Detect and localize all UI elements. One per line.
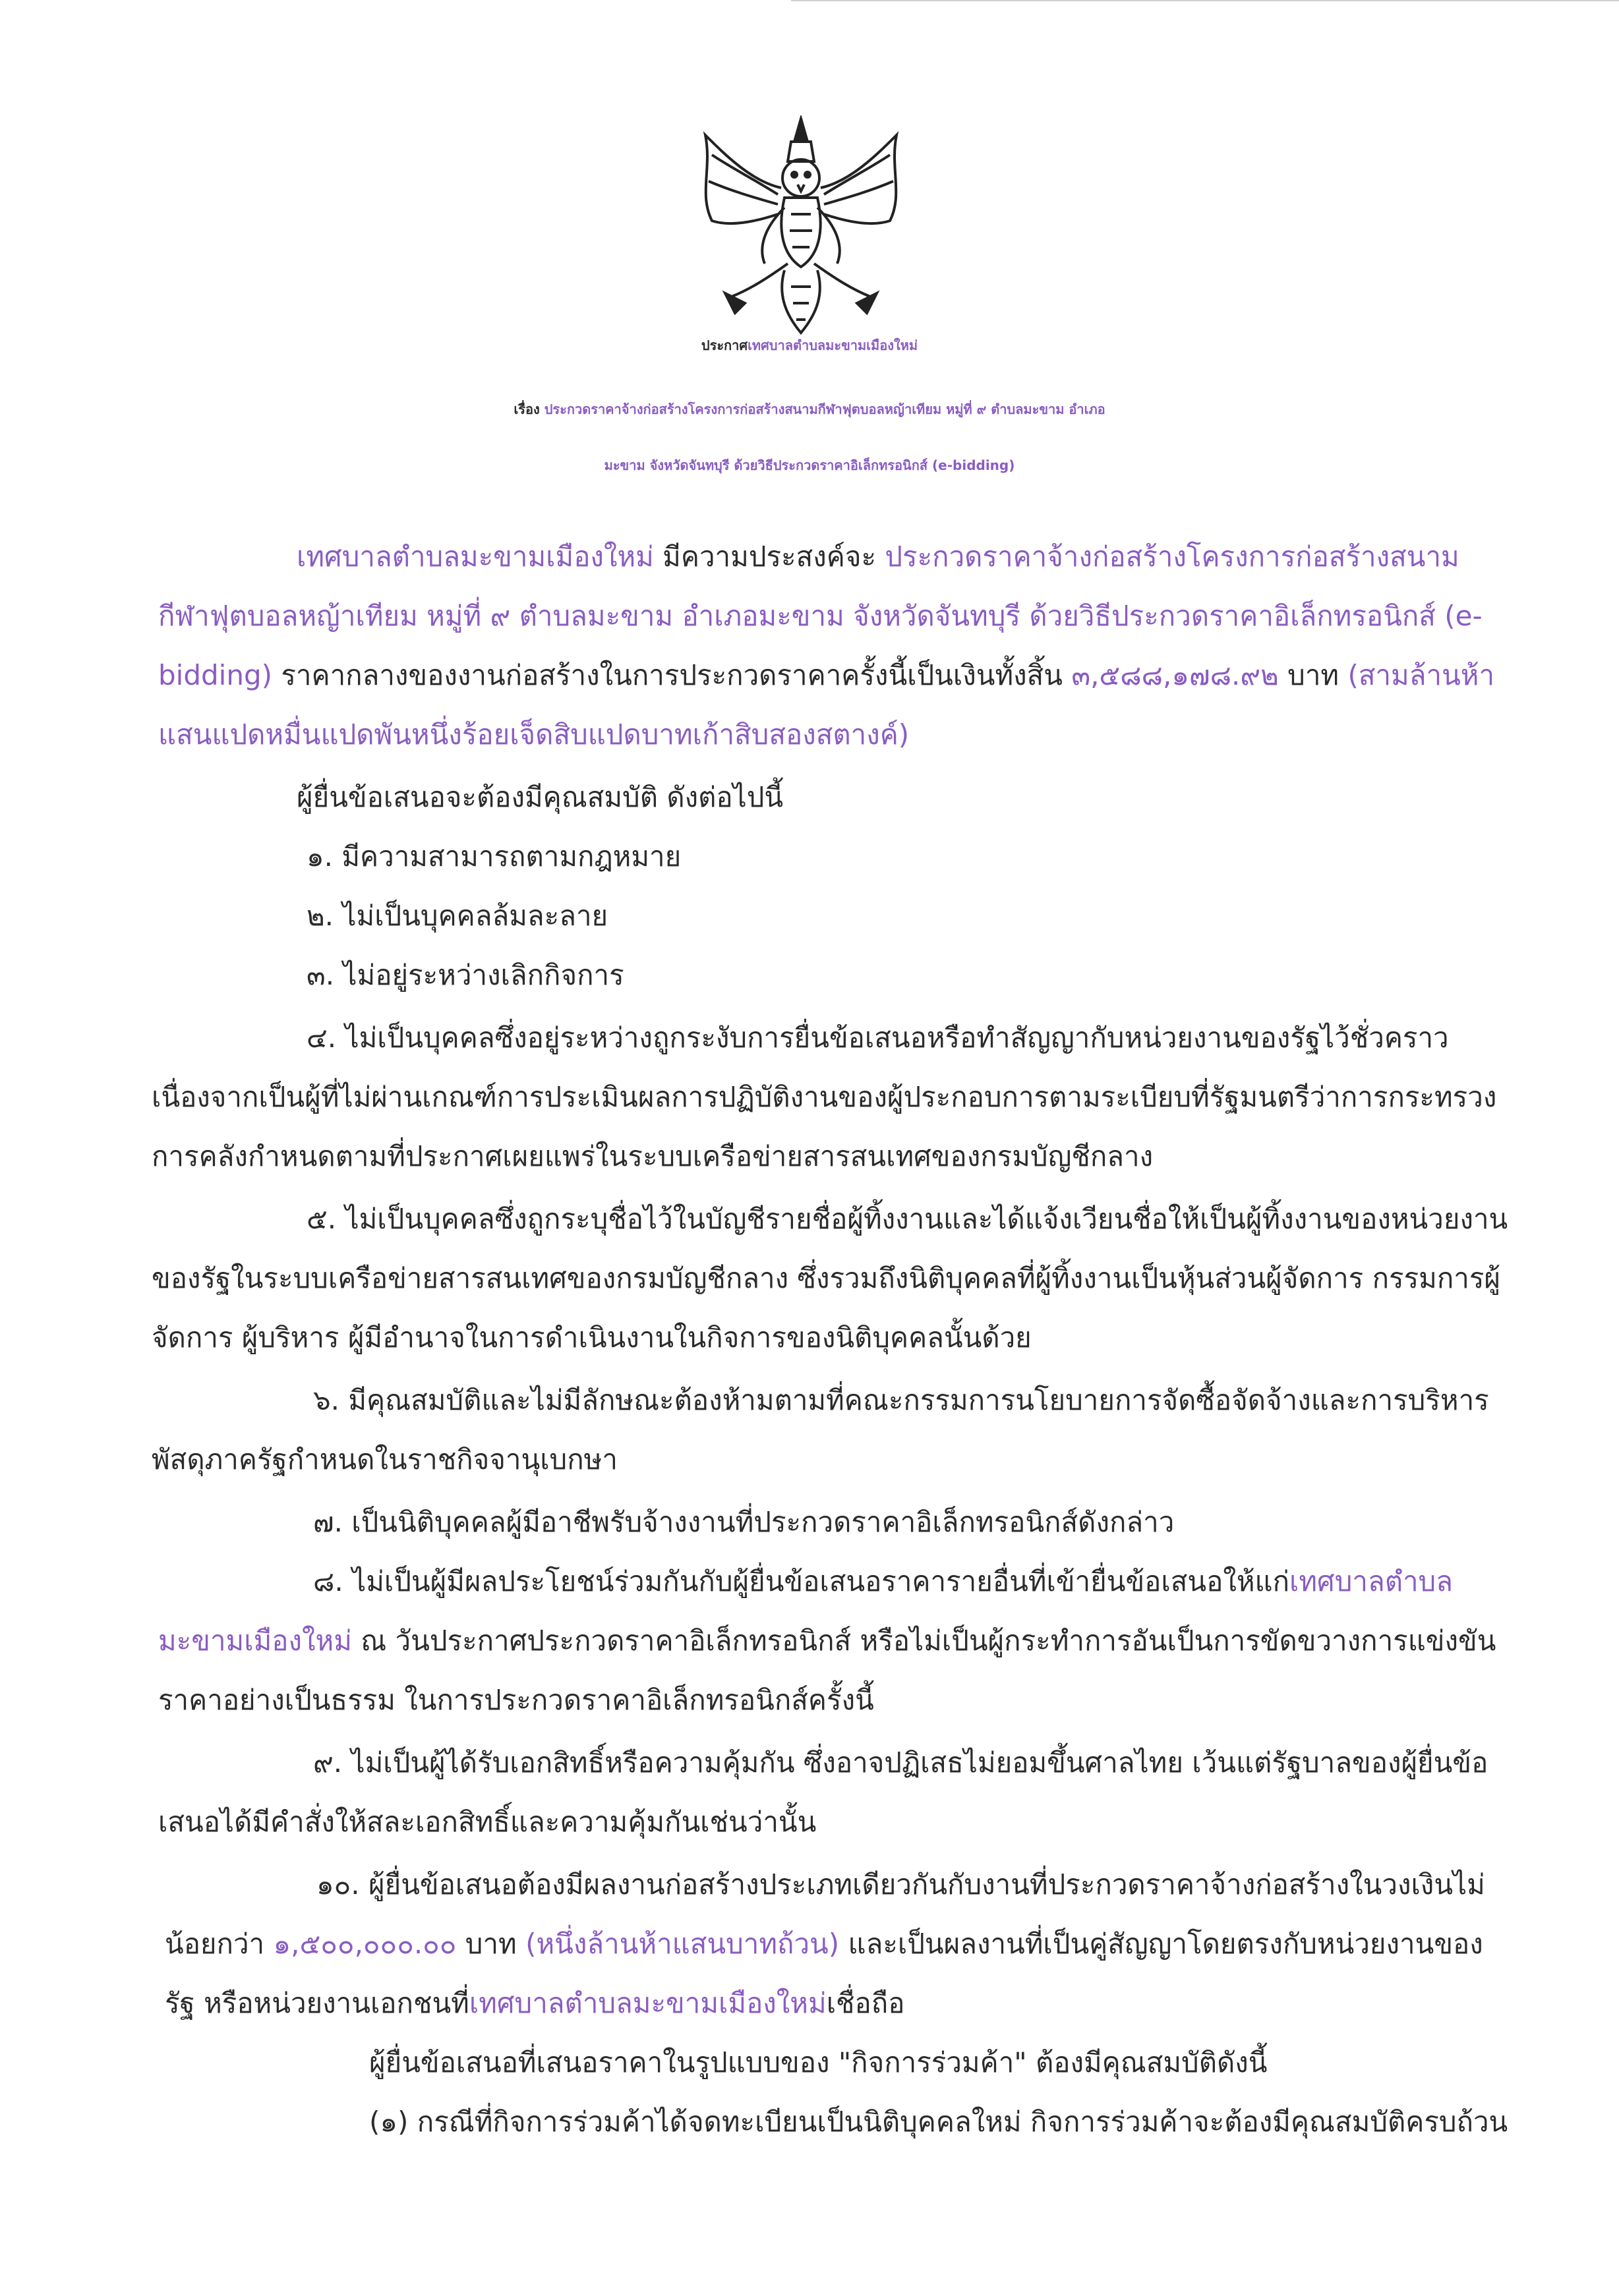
intro-baht: บาท: [1278, 659, 1348, 691]
qualification-7: ๗. เป็นนิติบุคคลผู้มีอาชีพรับจ้างงานที่ประกวดราคาอิเล็กทรอนิกส์ดังกล่าว: [313, 1506, 1175, 1538]
qualification-4-line-3: การคลังกำหนดตามที่ประกาศเผยแพร่ในระบบเครือข่ายสารสนเทศของกรมบัญชีกลาง: [152, 1140, 1154, 1172]
title-organization: เทศบาลตำบลมะขามเมืองใหม่: [748, 337, 918, 353]
qualification-10-line-3: [165, 1984, 904, 2023]
subject-line-1: [0, 399, 1619, 420]
qualification-2: ๒. ไม่เป็นบุคคลล้มละลาย: [307, 900, 608, 932]
intro-line-1: [297, 537, 1459, 577]
subject-label: เรื่อง: [514, 401, 540, 417]
intro-line-2: กีฬาฟุตบอลหญ้าเทียม หมู่ที่ ๙ ตำบลมะขาม อำเภอมะขาม จังหวัดจันทบุรี ด้วยวิธีประกวดราคาอิเล็กทรอนิกส์ (e-: [158, 600, 1483, 632]
qualification-4-line-2: เนื่องจากเป็นผู้ที่ไม่ผ่านเกณฑ์การประเมินผลการปฏิบัติงานของผู้ประกอบการตามระเบียบที่รัฐมนตรีว่าการกระทรวง: [152, 1081, 1497, 1113]
qualification-6-line-2: พัสดุภาครัฐกำหนดในราชกิจจานุเบกษา: [152, 1443, 618, 1476]
qualification-5-line-1: ๕. ไม่เป็นบุคคลซึ่งถูกระบุชื่อไว้ในบัญชีรายชื่อผู้ทิ้งงานและได้แจ้งเวียนชื่อให้เป็นผู้ทิ้งงานของหน่วยงาน: [307, 1203, 1508, 1235]
qualification-10-line-2: [165, 1924, 1483, 1964]
qualification-10-amount: ๑,๕๐๐,๐๐๐.๐๐: [273, 1928, 457, 1960]
qualification-1: ๑. มีความสามารถตามกฎหมาย: [307, 840, 682, 873]
intro-line-3: [158, 656, 1494, 695]
subject-line-2: มะขาม จังหวัดจันทบุรี ด้วยวิธีประกวดราคาอิเล็กทรอนิกส์ (e-bidding): [604, 457, 1015, 473]
intro-amount: ๓,๕๘๘,๑๗๘.๙๒: [1071, 659, 1279, 691]
qualification-8-line-2: [158, 1621, 1496, 1661]
qualification-6-line-1: ๖. มีคุณสมบัติและไม่มีลักษณะต้องห้ามตามที่คณะกรรมการนโยบายการจัดซื้อจัดจ้างและการบริหาร: [313, 1384, 1489, 1416]
qualification-10-text-d: เชื่อถือ: [826, 1987, 905, 2019]
qualification-8-line-1: [313, 1562, 1453, 1601]
qualifications-heading: ผู้ยื่นข้อเสนอจะต้องมีคุณสมบัติ ดังต่อไปนี้: [297, 781, 784, 813]
intro-organization: เทศบาลตำบลมะขามเมืองใหม่: [297, 540, 654, 573]
intro-ebidding: bidding): [158, 659, 272, 691]
scan-edge-line: [791, 0, 1619, 1]
intro-line-4: แสนแปดหมื่นแปดพันหนึ่งร้อยเจ็ดสิบแปดบาทเก้าสิบสองสตางค์): [158, 718, 910, 751]
qualification-10-text-b: และเป็นผลงานที่เป็นคู่สัญญาโดยตรงกับหน่วยงานของ: [839, 1928, 1483, 1960]
subject-text-1: ประกวดราคาจ้างก่อสร้างโครงการก่อสร้างสนามกีฬาฟุตบอลหญ้าเทียม หมู่ที่ ๙ ตำบลมะขาม อำเภอ: [544, 401, 1105, 417]
intro-purpose: มีความประสงค์จะ: [653, 540, 885, 573]
qualification-10-baht: บาท: [456, 1928, 526, 1960]
qualification-9-line-2: เสนอได้มีคำสั่งให้สละเอกสิทธิ์และความคุ้มกันเช่นว่านั้น: [158, 1806, 817, 1838]
title-prefix: ประกาศ: [701, 337, 748, 353]
intro-project: ประกวดราคาจ้างก่อสร้างโครงการก่อสร้างสนาม: [885, 540, 1459, 573]
qualification-4-line-1: ๔. ไม่เป็นบุคคลซึ่งอยู่ระหว่างถูกระงับการยื่นข้อเสนอหรือทำสัญญากับหน่วยงานของรัฐไว้ชั่วคราว: [307, 1021, 1449, 1054]
qualification-8-text-2: ณ วันประกาศประกวดราคาอิเล็กทรอนิกส์ หรือไม่เป็นผู้กระทำการอันเป็นการขัดขวางการแข่งขัน: [351, 1624, 1496, 1657]
qualification-3: ๓. ไม่อยู่ระหว่างเลิกกิจการ: [307, 959, 624, 991]
qualification-10-text-c: รัฐ หรือหน่วยงานเอกชนที่: [165, 1987, 469, 2019]
qualification-10-text-a: น้อยกว่า: [165, 1928, 274, 1960]
qualification-8-org-1: เทศบาลตำบล: [1289, 1565, 1453, 1597]
announcement-title: [0, 335, 1619, 356]
qualification-10-line-1: ๑๐. ผู้ยื่นข้อเสนอต้องมีผลงานก่อสร้างประเภทเดียวกันกับงานที่ประกวดราคาจ้างก่อสร้างในวงเงินไม่: [316, 1868, 1485, 1901]
qualification-5-line-3: จัดการ ผู้บริหาร ผู้มีอำนาจในการดำเนินงานในกิจการของนิติบุคคลนั้นด้วย: [152, 1321, 1032, 1354]
joint-venture-item-1: (๑) กรณีที่กิจการร่วมค้าได้จดทะเบียนเป็นนิติบุคคลใหม่ กิจการร่วมค้าจะต้องมีคุณสมบัติครบถ้วน: [369, 2106, 1508, 2138]
garuda-emblem-icon: [686, 115, 916, 336]
qualification-8-text-1: ๘. ไม่เป็นผู้มีผลประโยชน์ร่วมกันกับผู้ยื่นข้อเสนอราคารายอื่นที่เข้ายื่นข้อเสนอให้แก่: [313, 1565, 1290, 1597]
qualification-9-line-1: ๙. ไม่เป็นผู้ได้รับเอกสิทธิ์หรือความคุ้มกัน ซึ่งอาจปฏิเสธไม่ยอมขึ้นศาลไทย เว้นแต่รัฐบาลของผู้ยื่นข้อ: [313, 1746, 1488, 1779]
intro-price-text: ราคากลางของงานก่อสร้างในการประกวดราคาครั้งนี้เป็นเงินทั้งสิ้น: [272, 659, 1072, 691]
joint-venture-heading: ผู้ยื่นข้อเสนอที่เสนอราคาในรูปแบบของ "กิจการร่วมค้า" ต้องมีคุณสมบัติดังนี้: [369, 2046, 1268, 2079]
qualification-5-line-2: ของรัฐในระบบเครือข่ายสารสนเทศของกรมบัญชีกลาง ซึ่งรวมถึงนิติบุคคลที่ผู้ทิ้งงานเป็นหุ้นส่วนผู้จัดการ กรรมการผู้: [152, 1262, 1501, 1294]
intro-amount-words: (สามล้านห้า: [1347, 659, 1495, 691]
qualification-10-org: เทศบาลตำบลมะขามเมืองใหม่: [469, 1987, 827, 2019]
qualification-8-line-3: ราคาอย่างเป็นธรรม ในการประกวดราคาอิเล็กทรอนิกส์ครั้งนี้: [158, 1684, 874, 1716]
qualification-10-amount-words: (หนึ่งล้านห้าแสนบาทถ้วน): [525, 1928, 840, 1960]
qualification-8-org-2: มะขามเมืองใหม่: [158, 1624, 352, 1657]
